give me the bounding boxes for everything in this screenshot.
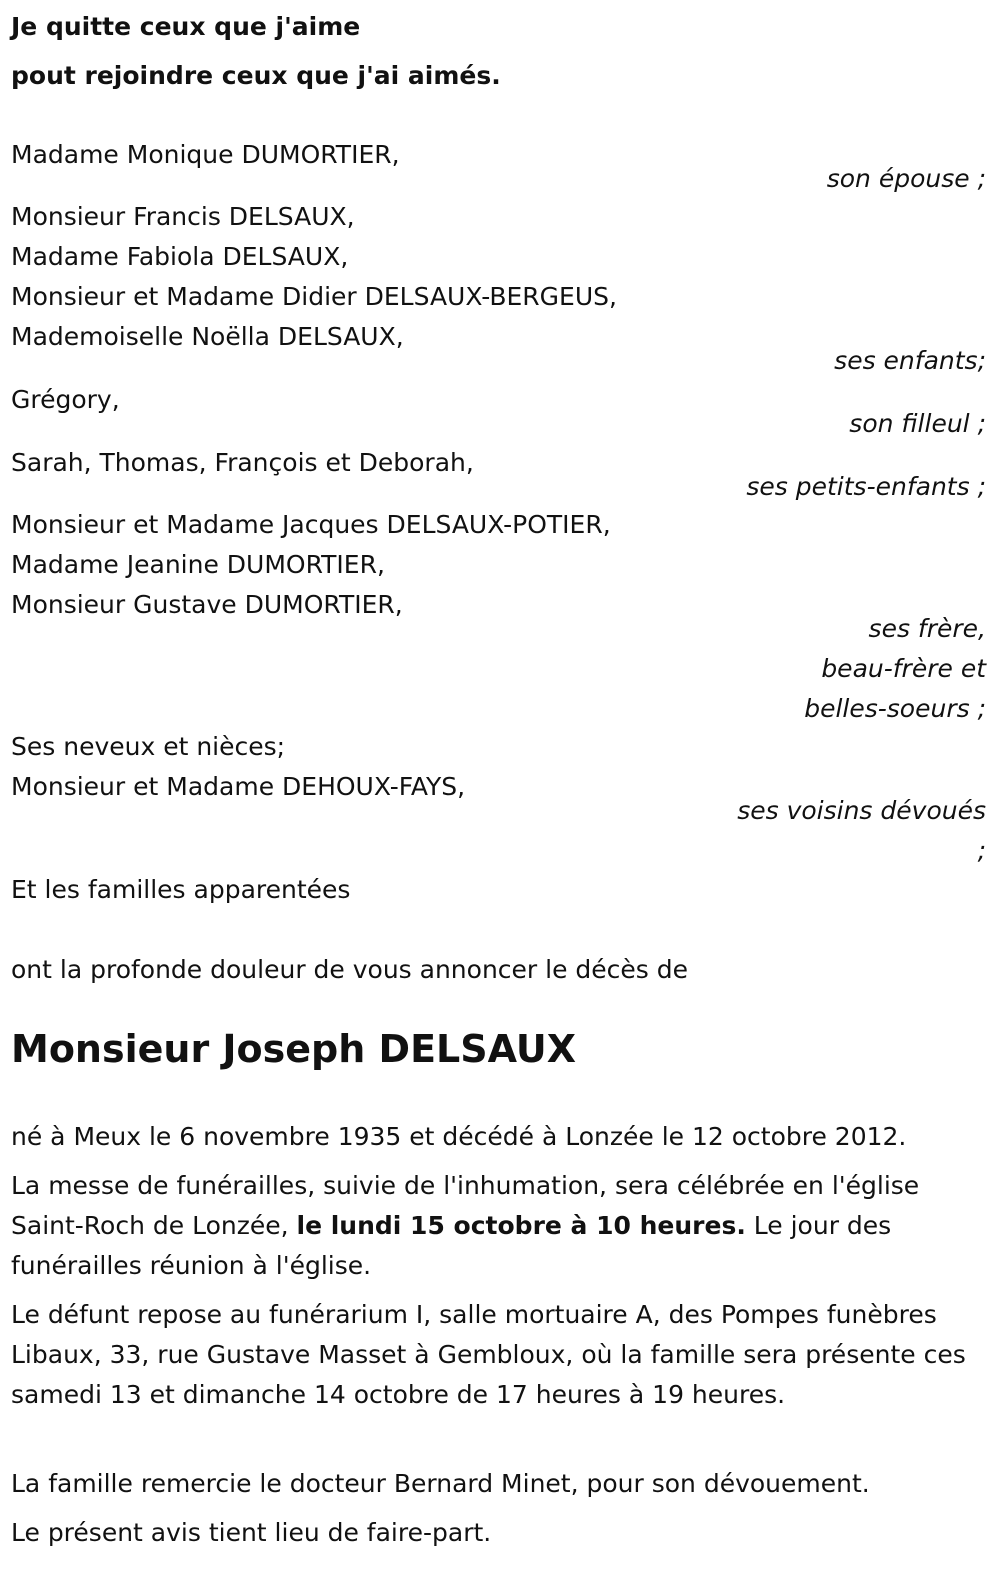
epitaph-line-2: pout rejoindre ceux que j'ai aimés. (11, 61, 501, 90)
related-families: Et les familles apparentées (11, 875, 351, 904)
child-name: Monsieur et Madame Didier DELSAUX-BERGEUS, (11, 282, 617, 311)
nephews-nieces: Ses neveux et nièces; (11, 732, 286, 761)
sibling-name: Monsieur et Madame Jacques DELSAUX-POTIER, (11, 510, 611, 539)
child-name: Madame Fabiola DELSAUX, (11, 242, 349, 271)
grandchildren-relation: ses petits-enfants ; (746, 472, 986, 501)
thanks-paragraph: La famille remercie le docteur Bernard Minet, pour son dévouement. (11, 1469, 870, 1498)
grandchildren-names: Sarah, Thomas, François et Deborah, (11, 448, 474, 477)
notice-paragraph: Le présent avis tient lieu de faire-part. (11, 1518, 492, 1547)
godson-relation: son filleul ; (849, 409, 986, 438)
siblings-relation-line: ses frère, (868, 614, 986, 643)
child-name: Monsieur Francis DELSAUX, (11, 202, 355, 231)
epitaph-line-1: Je quitte ceux que j'aime (11, 12, 361, 41)
visitation-paragraph: Le défunt repose au funérarium I, salle mortuaire A, des Pompes funèbres Libaux, 33, rue Gustave Masset à Gembloux, où la famille sera présente ces samedi 13 et dimanche 14 octobre de 17 heures à 19 heures. (11, 1300, 966, 1409)
neighbors-relation-line: ; (977, 836, 986, 865)
sibling-name: Monsieur Gustave DUMORTIER, (11, 590, 403, 619)
neighbors-name: Monsieur et Madame DEHOUX-FAYS, (11, 772, 466, 801)
mass-text-end: Le jour des funérailles réunion à l'église. (11, 1211, 892, 1280)
siblings-relation-line: belles-soeurs ; (804, 694, 986, 723)
child-name: Mademoiselle Noëlla DELSAUX, (11, 322, 404, 351)
spouse-name: Madame Monique DUMORTIER, (11, 140, 400, 169)
announcement-text: ont la profonde douleur de vous annoncer le décès de (11, 955, 689, 984)
birth-death-paragraph: né à Meux le 6 novembre 1935 et décédé à Lonzée le 12 octobre 2012. (11, 1122, 907, 1151)
godson-name: Grégory, (11, 385, 120, 414)
mass-text: La messe de funérailles, suivie de l'inhumation, sera célébrée en l'église Saint-Roch de Lonzée, (11, 1171, 920, 1240)
funeral-mass-paragraph (11, 1166, 971, 1286)
mass-date: le lundi 15 octobre à 10 heures. (296, 1211, 746, 1240)
children-relation: ses enfants; (834, 346, 986, 375)
spouse-relation: son épouse ; (826, 164, 986, 193)
sibling-name: Madame Jeanine DUMORTIER, (11, 550, 385, 579)
deceased-name: Monsieur Joseph DELSAUX (11, 1027, 577, 1071)
siblings-relation-line: beau-frère et (821, 654, 986, 683)
neighbors-relation-line: ses voisins dévoués (737, 796, 986, 825)
